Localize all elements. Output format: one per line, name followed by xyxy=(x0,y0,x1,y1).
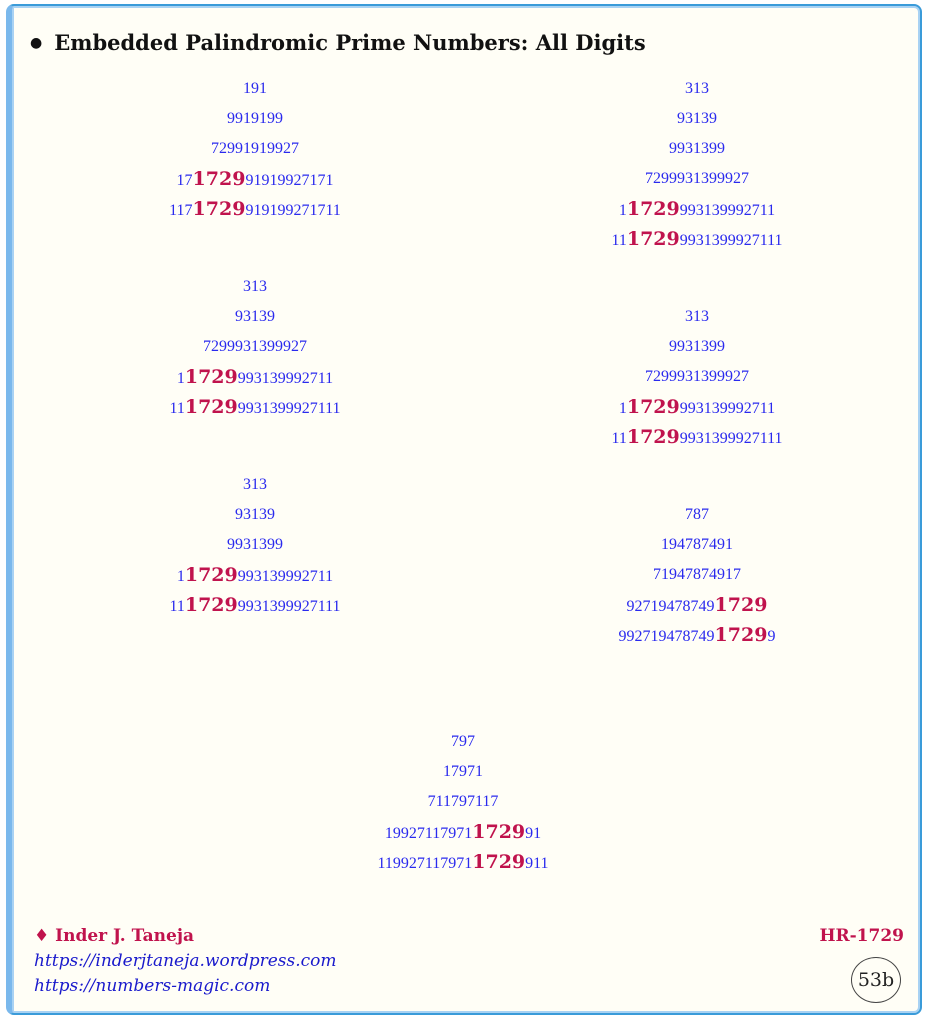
digits: 93139 xyxy=(235,308,275,325)
prime-number xyxy=(552,560,842,590)
prime-number xyxy=(552,302,842,332)
prime-number xyxy=(318,817,608,847)
digits: 1 xyxy=(618,202,627,219)
digits: 993139992711 xyxy=(679,202,776,219)
author-line xyxy=(34,926,194,946)
prime-number xyxy=(552,332,842,362)
digits: 993139992711 xyxy=(679,400,776,417)
prime-number xyxy=(110,530,400,560)
prime-group-6 xyxy=(552,500,842,650)
prime-number xyxy=(552,194,842,224)
prime-number xyxy=(552,590,842,620)
page-title: ● Embedded Palindromic Prime Numbers: All Digits xyxy=(30,30,646,55)
digits: 17971 xyxy=(443,763,483,780)
prime-number xyxy=(110,194,400,224)
prime-number xyxy=(110,332,400,362)
prime-number xyxy=(110,104,400,134)
digits: 9931399927111 xyxy=(679,430,783,447)
digits: 313 xyxy=(685,80,709,97)
digits: 911 xyxy=(525,855,549,872)
prime-group-1 xyxy=(110,74,400,224)
prime-number xyxy=(110,134,400,164)
digits: 9931399 xyxy=(669,338,725,355)
digits: 11 xyxy=(169,598,185,615)
highlight-1729: 1729 xyxy=(626,396,680,418)
digits: 19927117971 xyxy=(384,825,473,842)
digits: 313 xyxy=(685,308,709,325)
prime-number xyxy=(552,500,842,530)
prime-number xyxy=(318,787,608,817)
prime-number xyxy=(110,302,400,332)
wordpress-link[interactable]: https://inderjtaneja.wordpress.com xyxy=(34,951,337,971)
digits: 71947874917 xyxy=(653,566,741,583)
prime-group-7 xyxy=(318,727,608,877)
prime-number xyxy=(110,74,400,104)
digits: 93139 xyxy=(677,110,717,127)
digits: 117 xyxy=(169,202,193,219)
digits: 9931399 xyxy=(669,140,725,157)
digits: 11 xyxy=(611,430,627,447)
prime-number xyxy=(552,134,842,164)
digits: 993139992711 xyxy=(237,568,334,585)
prime-number xyxy=(318,847,608,877)
digits: 1 xyxy=(176,568,185,585)
prime-number xyxy=(110,470,400,500)
prime-number xyxy=(552,104,842,134)
digits: 313 xyxy=(243,278,267,295)
highlight-1729: 1729 xyxy=(192,198,246,220)
prime-number xyxy=(110,500,400,530)
digits: 797 xyxy=(451,733,475,750)
prime-number xyxy=(110,362,400,392)
highlight-1729: 1729 xyxy=(714,594,768,616)
prime-number xyxy=(110,560,400,590)
prime-group-3 xyxy=(110,272,400,422)
prime-number xyxy=(110,164,400,194)
digits: 9 xyxy=(767,628,776,645)
prime-number xyxy=(110,590,400,620)
digits: 992719478749 xyxy=(618,628,715,645)
digits: 93139 xyxy=(235,506,275,523)
digits: 91919927171 xyxy=(245,172,334,189)
prime-number xyxy=(318,727,608,757)
digits: 72991919927 xyxy=(211,140,299,157)
prime-group-4 xyxy=(552,302,842,452)
digits: 191 xyxy=(243,80,267,97)
highlight-1729: 1729 xyxy=(626,228,680,250)
digits: 1 xyxy=(618,400,627,417)
document-id: HR-1729 xyxy=(819,926,904,946)
digits: 313 xyxy=(243,476,267,493)
digits: 7299931399927 xyxy=(645,170,749,187)
digits: 194787491 xyxy=(661,536,733,553)
digits: 7299931399927 xyxy=(203,338,307,355)
digits: 787 xyxy=(685,506,709,523)
digits: 9919199 xyxy=(227,110,283,127)
digits: 119927117971 xyxy=(377,855,473,872)
highlight-1729: 1729 xyxy=(714,624,768,646)
prime-number xyxy=(552,362,842,392)
digits: 9931399 xyxy=(227,536,283,553)
page-number-badge: 53b xyxy=(851,957,901,1003)
prime-number xyxy=(552,530,842,560)
highlight-1729: 1729 xyxy=(184,396,238,418)
prime-number xyxy=(318,757,608,787)
numbers-magic-link[interactable]: https://numbers-magic.com xyxy=(34,976,271,996)
prime-number xyxy=(552,224,842,254)
digits: 993139992711 xyxy=(237,370,334,387)
digits: 1 xyxy=(176,370,185,387)
digits: 11 xyxy=(169,400,185,417)
digits: 11 xyxy=(611,232,627,249)
highlight-1729: 1729 xyxy=(472,821,526,843)
prime-group-2 xyxy=(552,74,842,254)
prime-number xyxy=(552,620,842,650)
highlight-1729: 1729 xyxy=(626,198,680,220)
prime-number xyxy=(552,74,842,104)
author-name: Inder J. Taneja xyxy=(55,926,195,946)
digits: 919199271711 xyxy=(245,202,341,219)
prime-number xyxy=(110,272,400,302)
highlight-1729: 1729 xyxy=(184,564,238,586)
prime-number xyxy=(110,392,400,422)
digits: 9931399927111 xyxy=(237,400,341,417)
digits: 17 xyxy=(176,172,193,189)
highlight-1729: 1729 xyxy=(184,594,238,616)
prime-number xyxy=(552,422,842,452)
digits: 9931399927111 xyxy=(237,598,341,615)
digits: 9931399927111 xyxy=(679,232,783,249)
highlight-1729: 1729 xyxy=(472,851,526,873)
digits: 91 xyxy=(525,825,542,842)
highlight-1729: 1729 xyxy=(626,426,680,448)
prime-group-5 xyxy=(110,470,400,620)
prime-number xyxy=(552,392,842,422)
digits: 92719478749 xyxy=(626,598,715,615)
highlight-1729: 1729 xyxy=(192,168,246,190)
prime-number xyxy=(552,164,842,194)
digits: 7299931399927 xyxy=(645,368,749,385)
bullet-icon: ● xyxy=(30,35,43,51)
highlight-1729: 1729 xyxy=(184,366,238,388)
digits: 711797117 xyxy=(427,793,499,810)
diamond-icon: ♦ xyxy=(34,926,50,946)
